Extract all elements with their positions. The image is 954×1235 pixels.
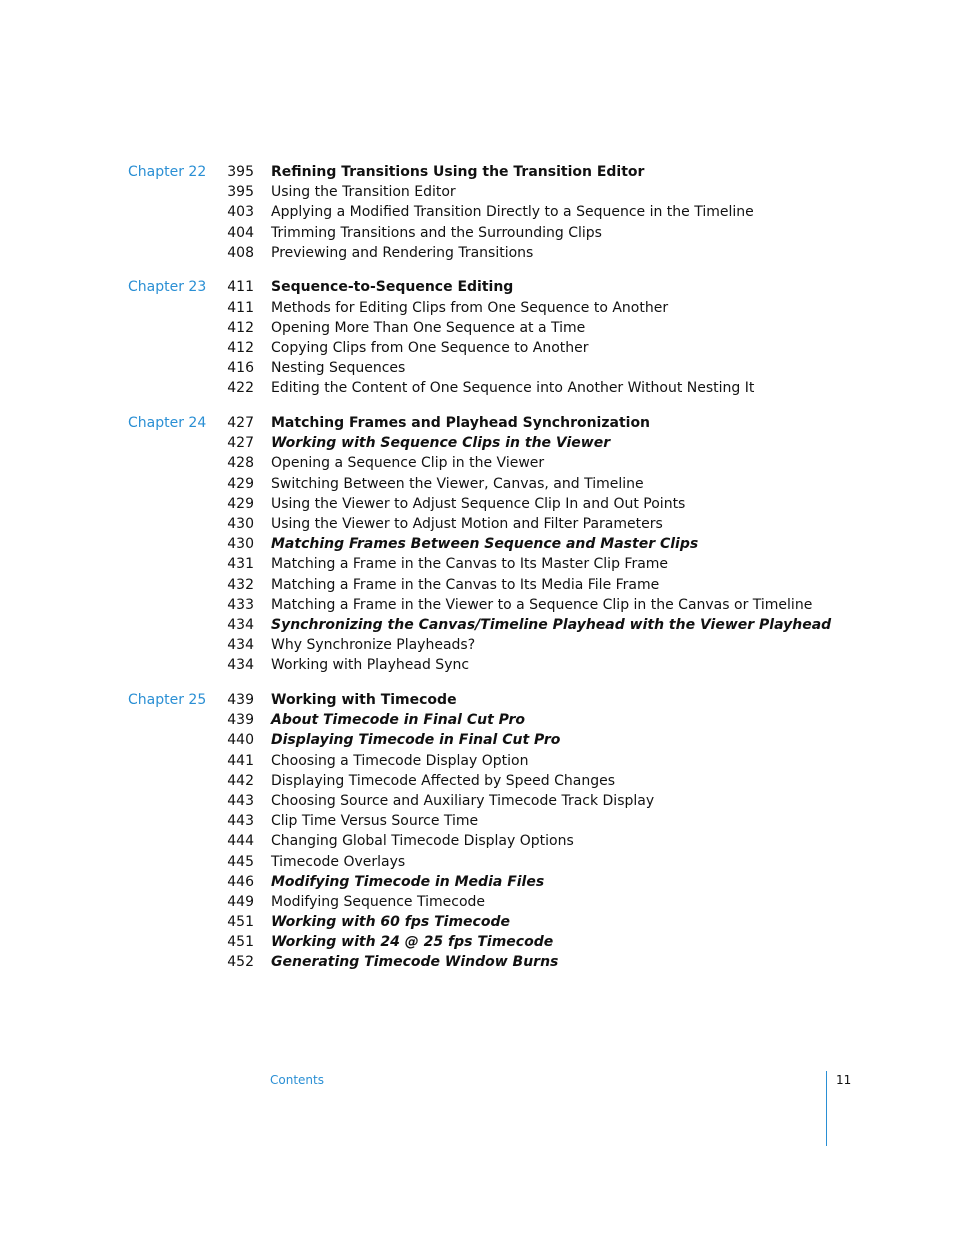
page-number: 411 (227, 299, 254, 316)
entry-title[interactable]: Methods for Editing Clips from One Sequence to Another (271, 299, 669, 316)
page-number: 412 (227, 319, 254, 336)
page-number: 443 (227, 813, 254, 830)
toc-entry[interactable] (0, 534, 954, 554)
entry-title[interactable]: Displaying Timecode in Final Cut Pro (271, 732, 561, 749)
entry-title[interactable]: Sequence-to-Sequence Editing (271, 279, 514, 296)
page-number: 432 (227, 576, 254, 593)
toc-entry[interactable] (0, 892, 954, 912)
entry-title[interactable]: Choosing Source and Auxiliary Timecode Track Display (271, 792, 655, 809)
toc-entry[interactable] (0, 378, 954, 398)
chapter-label[interactable]: Chapter 25 (128, 692, 207, 708)
page-number: 444 (227, 833, 254, 850)
toc-entry[interactable] (0, 575, 954, 595)
footer-page-number: 11 (836, 1073, 852, 1087)
entry-title[interactable]: Matching a Frame in the Canvas to Its Master Clip Frame (271, 556, 669, 573)
page-number: 449 (227, 893, 254, 910)
entry-title[interactable]: Working with Sequence Clips in the Viewer (271, 435, 611, 452)
chapter-label[interactable]: Chapter 22 (128, 164, 207, 180)
chapter-25-section (0, 690, 954, 973)
page-number: 395 (227, 164, 254, 180)
page-number: 442 (227, 772, 254, 789)
page-number: 427 (227, 435, 254, 452)
page-number: 412 (227, 340, 254, 356)
entry-title[interactable]: Matching Frames Between Sequence and Master Clips (271, 536, 699, 553)
toc-entry[interactable] (0, 474, 954, 494)
toc-entry[interactable] (0, 710, 954, 730)
page-number: 404 (227, 224, 254, 241)
entry-title[interactable]: Working with Playhead Sync (271, 657, 470, 674)
page-number: 434 (227, 637, 254, 654)
chapter-label[interactable]: Chapter 24 (128, 415, 207, 432)
entry-title[interactable]: Nesting Sequences (271, 360, 406, 377)
entry-title[interactable]: About Timecode in Final Cut Pro (271, 712, 525, 729)
toc-entry[interactable] (0, 635, 954, 655)
entry-title[interactable]: Previewing and Rendering Transitions (271, 244, 534, 261)
toc-entry[interactable] (0, 433, 954, 453)
entry-title[interactable]: Timecode Overlays (271, 853, 406, 870)
toc-entry[interactable] (0, 298, 954, 318)
toc-entry[interactable] (0, 358, 954, 378)
toc-entry[interactable] (0, 932, 954, 952)
toc-entry[interactable] (0, 852, 954, 872)
toc-entry[interactable] (0, 771, 954, 791)
toc-entry[interactable] (0, 338, 954, 358)
page-number: 439 (227, 712, 254, 729)
entry-title[interactable]: Generating Timecode Window Burns (271, 954, 559, 971)
toc-entry[interactable] (0, 494, 954, 514)
page-number: 429 (227, 475, 254, 492)
toc-entry[interactable] (0, 202, 954, 222)
entry-title[interactable]: Displaying Timecode Affected by Speed Changes (271, 772, 616, 789)
footer-divider (826, 1071, 827, 1146)
entry-title[interactable]: Why Synchronize Playheads? (271, 637, 476, 654)
page-number: 408 (227, 244, 254, 261)
entry-title[interactable]: Opening More Than One Sequence at a Time (271, 319, 586, 336)
page-number: 443 (227, 792, 254, 809)
toc-entry[interactable] (0, 751, 954, 771)
entry-title[interactable]: Working with 24 @ 25 fps Timecode (271, 934, 554, 951)
toc-entry[interactable] (0, 413, 954, 433)
toc-entry[interactable] (0, 655, 954, 675)
toc-entry[interactable] (0, 595, 954, 615)
entry-title[interactable]: Switching Between the Viewer, Canvas, and Timeline (271, 475, 644, 492)
page-number: 430 (227, 516, 254, 532)
toc-entry[interactable] (0, 514, 954, 534)
entry-title[interactable]: Using the Transition Editor (271, 184, 456, 201)
page-number: 439 (227, 692, 254, 708)
toc-entry[interactable] (0, 952, 954, 972)
page-number: 440 (227, 732, 254, 749)
toc-entry[interactable] (0, 730, 954, 750)
entry-title[interactable]: Synchronizing the Canvas/Timeline Playhead with the Viewer Playhead (271, 616, 832, 633)
toc-entry[interactable] (0, 554, 954, 574)
chapter-24-section (0, 413, 954, 675)
toc-entry[interactable] (0, 690, 954, 710)
page-number: 395 (227, 184, 254, 201)
toc-entry[interactable] (0, 162, 954, 182)
toc-entry[interactable] (0, 223, 954, 243)
entry-title[interactable]: Matching a Frame in the Viewer to a Sequence Clip in the Canvas or Timeline (271, 596, 813, 613)
page-number: 451 (227, 934, 254, 951)
page-number: 452 (227, 954, 254, 971)
toc-entry[interactable] (0, 791, 954, 811)
entry-title[interactable]: Using the Viewer to Adjust Sequence Clip In and Out Points (271, 495, 686, 512)
entry-title[interactable]: Editing the Content of One Sequence into Another Without Nesting It (271, 380, 755, 397)
entry-title[interactable]: Matching Frames and Playhead Synchronization (271, 415, 651, 432)
entry-title[interactable]: Matching a Frame in the Canvas to Its Media File Frame (271, 576, 660, 593)
page-number: 441 (227, 752, 254, 769)
toc-entry[interactable] (0, 831, 954, 851)
toc-entry[interactable] (0, 243, 954, 263)
chapter-22-section (0, 162, 954, 263)
entry-title[interactable]: Working with Timecode (271, 692, 457, 708)
toc-entry[interactable] (0, 277, 954, 297)
entry-title[interactable]: Working with 60 fps Timecode (271, 914, 510, 931)
page-number: 428 (227, 455, 254, 472)
entry-title[interactable]: Using the Viewer to Adjust Motion and Filter Parameters (271, 516, 663, 532)
page-number: 429 (227, 495, 254, 512)
page-number: 431 (227, 556, 254, 573)
entry-title[interactable]: Modifying Timecode in Media Files (271, 873, 545, 890)
page-number: 445 (227, 853, 254, 870)
page-number: 403 (227, 204, 254, 221)
entry-title[interactable]: Clip Time Versus Source Time (271, 813, 479, 830)
page-number: 446 (227, 873, 254, 890)
toc-entry[interactable] (0, 912, 954, 932)
toc-entry[interactable] (0, 182, 954, 202)
entry-title[interactable]: Refining Transitions Using the Transition Editor (271, 164, 645, 180)
page-number: 434 (227, 657, 254, 674)
toc-entry[interactable] (0, 872, 954, 892)
footer-contents-link[interactable]: Contents (270, 1073, 324, 1087)
entry-title[interactable]: Trimming Transitions and the Surrounding Clips (271, 224, 602, 241)
entry-title[interactable]: Copying Clips from One Sequence to Another (271, 340, 589, 356)
entry-title[interactable]: Choosing a Timecode Display Option (271, 752, 529, 769)
chapter-label[interactable]: Chapter 23 (128, 279, 207, 296)
page-number: 422 (227, 380, 254, 397)
page-number: 411 (227, 279, 254, 296)
chapter-23-section (0, 277, 954, 398)
entry-title[interactable]: Modifying Sequence Timecode (271, 893, 486, 910)
toc-entry[interactable] (0, 453, 954, 473)
toc-entry[interactable] (0, 615, 954, 635)
entry-title[interactable]: Changing Global Timecode Display Options (271, 833, 574, 850)
toc-entry[interactable] (0, 318, 954, 338)
toc-entry[interactable] (0, 811, 954, 831)
page-number: 416 (227, 360, 254, 377)
page-number: 433 (227, 596, 254, 613)
entry-title[interactable]: Applying a Modified Transition Directly to a Sequence in the Timeline (271, 204, 754, 221)
page-number: 430 (227, 536, 254, 553)
table-of-contents (0, 162, 954, 987)
page-number: 434 (227, 616, 254, 633)
page-number: 451 (227, 914, 254, 931)
entry-title[interactable]: Opening a Sequence Clip in the Viewer (271, 455, 545, 472)
page-number: 427 (227, 415, 254, 432)
